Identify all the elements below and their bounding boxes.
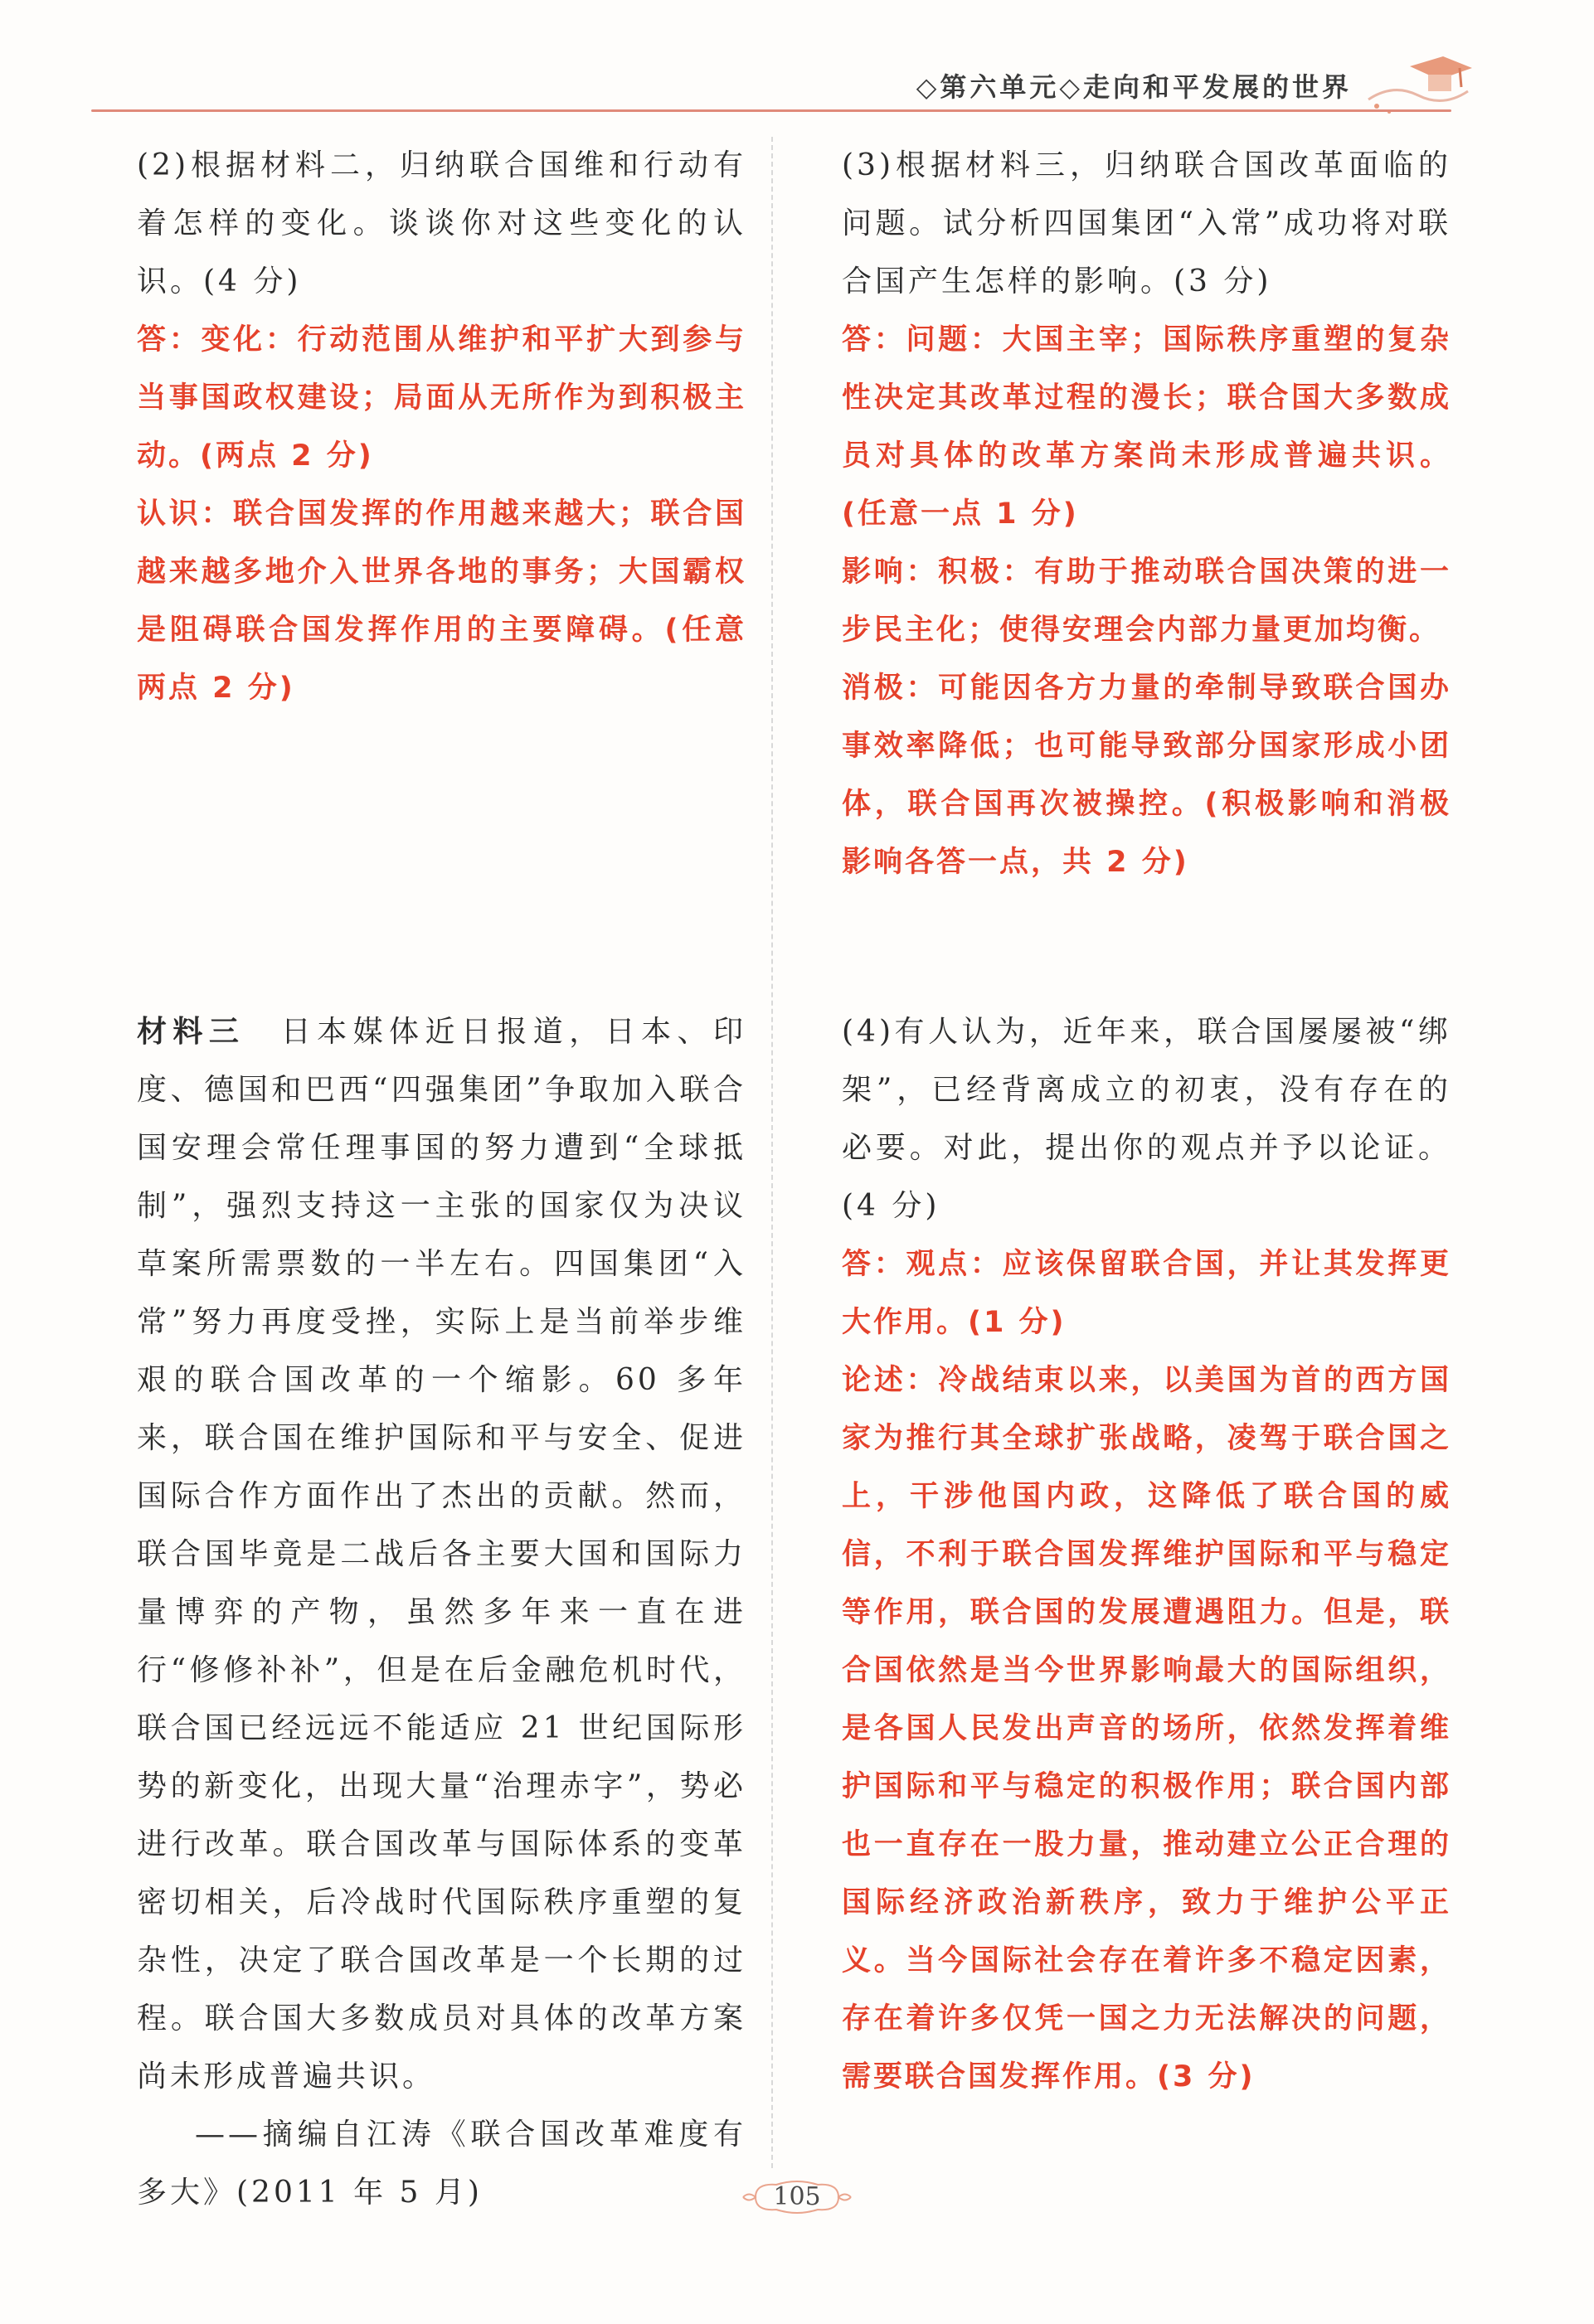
- right-top-block: [842, 137, 1451, 891]
- material-3-label: 材料三: [137, 1015, 245, 1049]
- answer-2-understanding: 认识：联合国发挥的作用越来越大；联合国越来越多地介入世界各地的事务；大国霸权是阻碍联合国发挥作用的主要障碍。(任意两点 2 分): [137, 497, 746, 705]
- right-bottom-block: [842, 1003, 1451, 2106]
- page-number-badge: [739, 2176, 855, 2218]
- left-top-block: [137, 137, 746, 717]
- unit-title: ◇第六单元◇走向和平发展的世界: [916, 71, 1352, 103]
- answer-3-problems: 答：问题：大国主宰；国际秩序重塑的复杂性决定其改革过程的漫长；联合国大多数成员对具体的改革方案尚未形成普遍共识。(任意一点 1 分): [842, 323, 1451, 531]
- answer-2-change: 答：变化：行动范围从维护和平扩大到参与当事国政权建设；局面从无所作为到积极主动。(两点 2 分): [137, 323, 746, 473]
- answer-3-impact-negative: 消极：可能因各方力量的牵制导致联合国办事效率降低；也可能导致部分国家形成小团体，联合国再次被操控。(积极影响和消极影响各答一点，共 2 分): [842, 672, 1451, 879]
- page-number: 105: [773, 2182, 821, 2211]
- material-3-block: [137, 1003, 746, 2222]
- answer-4-view: 答：观点：应该保留联合国，并让其发挥更大作用。(1 分): [842, 1248, 1451, 1339]
- question-4: (4)有人认为，近年来，联合国屡屡被“绑架”，已经背离成立的初衷，没有存在的必要。对此，提出你的观点并予以论证。(4 分): [842, 1015, 1451, 1223]
- question-3: (3)根据材料三，归纳联合国改革面临的问题。试分析四国集团“入常”成功将对联合国产生怎样的影响。(3 分): [842, 148, 1451, 298]
- header-rule: [91, 109, 1451, 112]
- answer-4-argument: 论述：冷战结束以来，以美国为首的西方国家为推行其全球扩张战略，凌驾于联合国之上，干涉他国内政，这降低了联合国的威信，不利于联合国发挥维护国际和平与稳定等作用，联合国的发展遭遇阻力。但是，联合国依然是当今世界影响最大的国际组织，是各国人民发出声音的场所，依然发挥着维护国际和平与稳定的积极作用；联合国内部也一直存在一股力量，推动建立公正合理的国际经济政治新秩序，致力于维护公平正义。当今国际社会存在着许多不稳定因素，存在着许多仅凭一国之力无法解决的问题，需要联合国发挥作用。(3 分): [842, 1364, 1451, 2094]
- answer-3-impact-positive: 影响：积极：有助于推动联合国决策的进一步民主化；使得安理会内部力量更加均衡。: [842, 556, 1451, 647]
- material-3-text: [137, 1003, 746, 2106]
- material-3-body: 日本媒体近日报道，日本、印度、德国和巴西“四强集团”争取加入联合国安理会常任理事国的努力遭到“全球抵制”，强烈支持这一主张的国家仅为决议草案所需票数的一半左右。四国集团“入常”努力再度受挫，实际上是当前举步维艰的联合国改革的一个缩影。60 多年来，联合国在维护国际和平与安全、促进国际合作方面作出了杰出的贡献。然而，联合国毕竟是二战后各主要大国和国际力量博弈的产物，虽然多年来一直在进行“修修补补”，但是在后金融危机时代，联合国已经远远不能适应 21 世纪国际形势的新变化，出现大量“治理赤字”，势必进行改革。联合国改革与国际体系的变革密切相关，后冷战时代国际秩序重塑的复杂性，决定了联合国改革是一个长期的过程。联合国大多数成员对具体的改革方案尚未形成普遍共识。: [137, 1015, 746, 2094]
- material-3-source: ——摘编自江涛《联合国改革难度有多大》(2011 年 5 月): [137, 2118, 746, 2210]
- column-divider: [771, 137, 773, 2168]
- graduation-cap-icon: [1360, 50, 1476, 124]
- page-header: [83, 50, 1476, 124]
- question-2: (2)根据材料二，归纳联合国维和行动有着怎样的变化。谈谈你对这些变化的认识。(4 分): [137, 148, 746, 298]
